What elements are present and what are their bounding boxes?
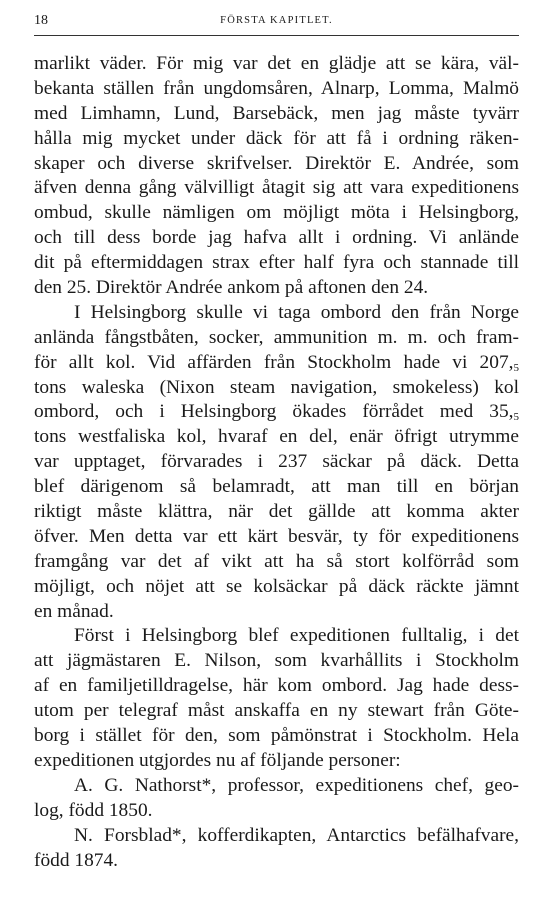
text-line: en månad. [34,600,114,622]
decimal-subscript: 5 [513,361,519,374]
text-line: dit på eftermiddagen strax efter half fyra och stannade till [34,252,519,274]
text-line: riktigt måste klättra, när det gällde att komma akter [34,501,519,523]
text-line: att jägmästaren E. Nilson, som kvarhållits i Stockholm [34,650,519,672]
text-line: anlända fångstbåten, socker, ammunition m. m. och fram- [34,326,519,348]
decimal-subscript: 5 [513,411,519,424]
text-line: ombud, skulle nämligen om möjligt möta i Helsingborg, [34,202,519,224]
line-text: ombord, och i Helsingborg ökades förrådet med 35, [34,401,514,423]
text-line: öfver. Men detta var ett kärt besvär, ty för expeditionens [34,525,519,547]
text-line: den 25. Direktör Andrée ankom på aftonen den 24. [34,277,429,299]
text-line: A. G. Nathorst*, professor, expeditionens chef, geo- [74,774,519,796]
text-line: Först i Helsingborg blef expeditionen fulltalig, i det [74,625,519,647]
text-line: log, född 1850. [34,799,153,821]
text-line: var upptaget, förvarades i 237 säckar på däck. Detta [34,451,519,473]
text-line: expeditionen utgjordes nu af följande personer: [34,749,401,771]
text-line: möjligt, och nöjet att se kolsäckar på däck räckte jämnt [34,575,519,597]
text-line-with-subscript [34,400,519,425]
text-line: borg i stället för den, som påmönstrat i Stockholm. Hela [34,725,519,747]
text-line: marlikt väder. För mig var det en glädje att se kära, väl- [34,53,519,74]
text-line: I Helsingborg skulle vi taga ombord den från Norge [74,301,519,323]
text-line: äfven denna gång välvilligt åtagit sig att vara expeditionens [34,177,519,199]
text-line: framgång var det af vikt att ha så stort kolförråd som [34,550,519,572]
header-rule [34,35,519,36]
text-line: af en familjetilldragelse, här kom ombord. Jag hade dess- [34,675,519,697]
text-line: född 1874. [34,849,119,871]
text-line: tons westfaliska kol, hvaraf en del, enär öfrigt utrymme [34,426,519,448]
line-text: för allt kol. Vid affärden från Stockholm hade vi 207, [34,351,514,373]
text-line: utom per telegraf måst anskaffa en ny stewart från Göte- [34,700,519,722]
text-line: med Limhamn, Lund, Barsebäck, men jag måste tyvärr [34,102,519,124]
text-line: bekanta ställen från ungdomsåren, Alnarp, Lomma, Malmö [34,77,519,99]
text-line: skaper och diverse skrifvelser. Direktör E. Andrée, som [34,152,519,174]
text-line: blef därigenom så belamradt, att man till en början [34,476,519,498]
body-text [34,52,519,873]
page-header [34,13,519,31]
running-head: FÖRSTA KAPITLET. [220,15,333,26]
text-line-with-subscript [34,351,519,376]
text-line: N. Forsblad*, kofferdikapten, Antarctics befälhafvare, [74,824,519,846]
page-number: 18 [34,13,48,28]
text-line: och till dess borde jag hafva allt i ordning. Vi anlände [34,227,519,249]
text-line: hålla mig mycket under däck för att få i ordning räken- [34,127,519,149]
text-line: tons waleska (Nixon steam navigation, smokeless) kol [34,376,519,398]
